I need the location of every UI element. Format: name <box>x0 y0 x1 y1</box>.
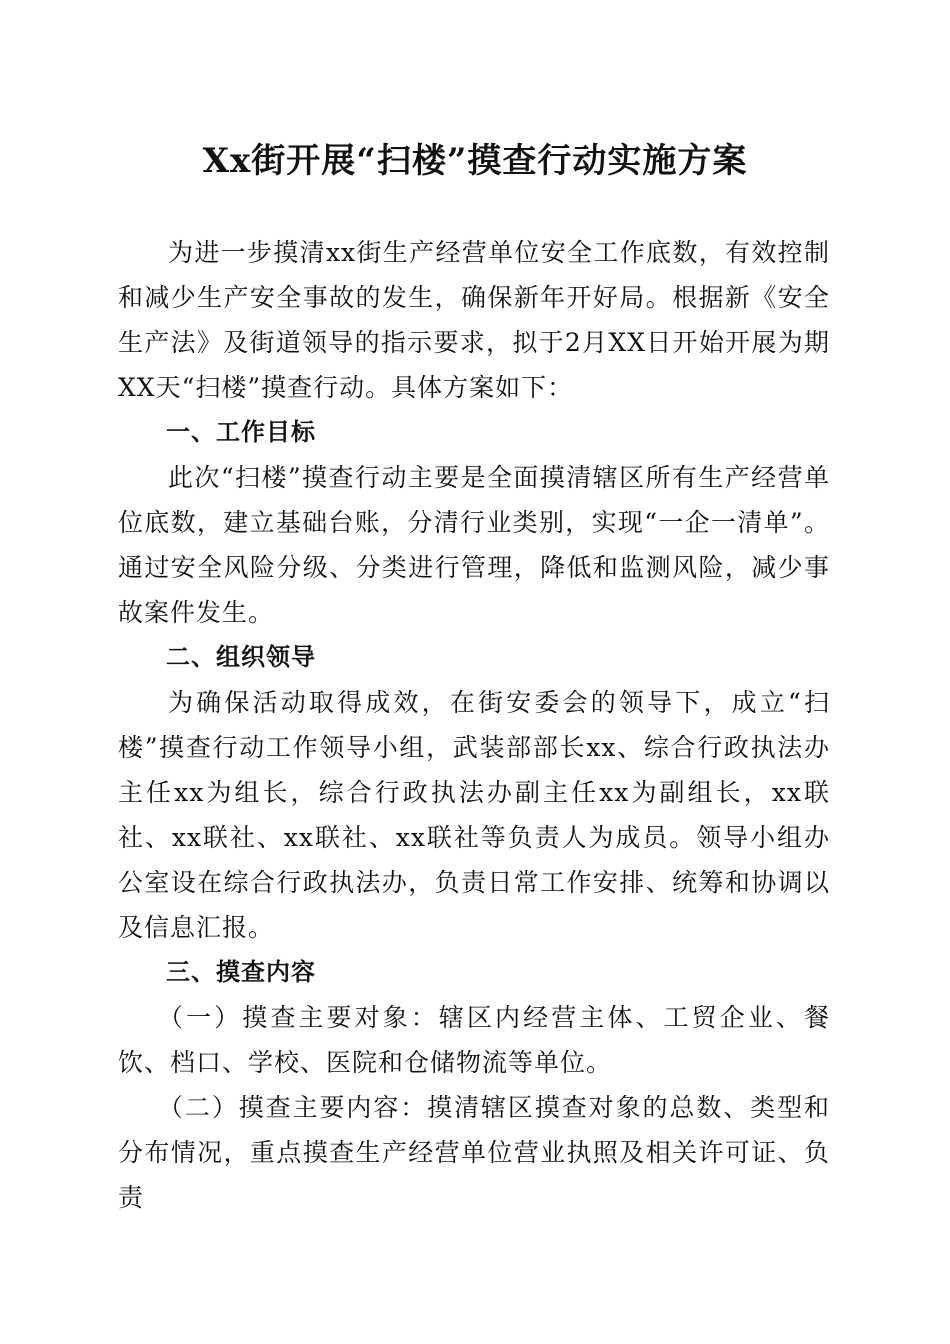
intro-paragraph: 为进一步摸清xx街生产经营单位安全工作底数，有效控制和减少生产安全事故的发生，确保新年开好局。根据新《安全生产法》及街道领导的指示要求，拟于2月XX日开始开展为期XX天“扫楼”摸查行动。具体方案如下： <box>118 238 830 402</box>
section-heading-organization: 二、组织领导 <box>166 643 316 671</box>
section-text-goals: 此次“扫楼”摸查行动主要是全面摸清辖区所有生产经营单位底数，建立基础台账，分清行业类别，实现“一企一清单”。通过安全风险分级、分类进行管理，降低和监测风险，减少事故案件发生。 <box>118 463 830 627</box>
content-item-details: （二）摸查主要内容：摸清辖区摸查对象的总数、类型和分布情况，重点摸查生产经营单位营业执照及相关许可证、负责 <box>118 1093 830 1212</box>
section-heading-goals: 一、工作目标 <box>166 418 316 446</box>
document-body <box>118 230 830 1220</box>
section-heading-content: 三、摸查内容 <box>166 958 316 986</box>
content-item-targets: （一）摸查主要对象：辖区内经营主体、工贸企业、餐饮、档口、学校、医院和仓储物流等单位。 <box>118 1003 830 1077</box>
section-text-organization: 为确保活动取得成效，在街安委会的领导下，成立“扫楼”摸查行动工作领导小组，武装部部长xx、综合行政执法办主任xx为组长，综合行政执法办副主任xx为副组长，xx联社、xx联社、xx联社、xx联社等负责人为成员。领导小组办公室设在综合行政执法办，负责日常工作安排、统筹和协调以及信息汇报。 <box>118 688 830 942</box>
document-title: Xx街开展“扫楼”摸查行动实施方案 <box>202 141 748 181</box>
